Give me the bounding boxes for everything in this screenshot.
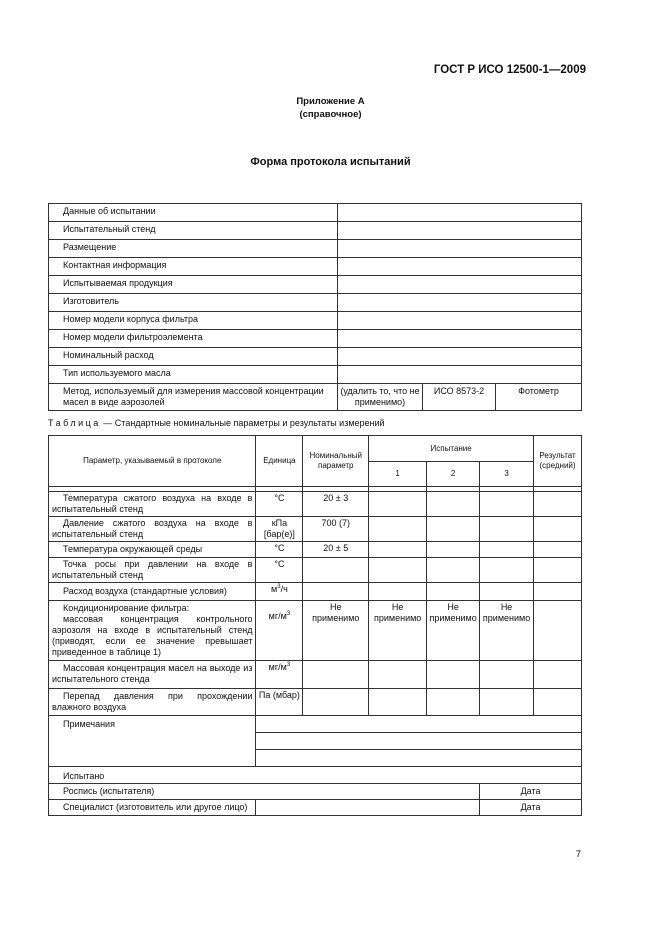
table-row [49,312,582,330]
tested-label: Испытано [49,767,582,784]
table-row [49,348,582,366]
table-row [49,204,582,222]
table-row [49,583,582,601]
header-test-3: 3 [480,462,534,487]
method-options [338,384,581,410]
info-value [338,276,582,294]
table-row [49,542,582,558]
specialist-label: Специалист (изготовитель или другое лицо) [49,800,256,816]
info-value [338,258,582,276]
appendix-title: Приложение А [296,96,365,107]
unit-cell: °С [256,492,303,517]
method-row [49,384,582,411]
method-option-photometer: Фотометр [518,386,559,396]
page-number: 7 [575,849,581,860]
header-test-2: 2 [427,462,480,487]
notes-label: Примечания [49,716,256,767]
table-caption-text: — Стандартные номинальные параметры и результаты измерений [100,418,385,428]
unit-cell: $мг/м^3$ [256,661,303,689]
header-row [49,436,582,462]
info-label: Тип используемого масла [49,366,338,384]
header-test-1: 1 [369,462,427,487]
nominal-cell: 700 (7) [303,517,369,542]
info-label: Контактная информация [49,258,338,276]
info-label: Размещение [49,240,338,258]
table-row [49,240,582,258]
table-row [49,517,582,542]
info-label: Номер модели фильтроэлемента [49,330,338,348]
info-value [338,366,582,384]
unit-cell: $мг/м^3$ [256,601,303,661]
unit-cell: Па (мбар) [256,689,303,716]
table-caption-word: Таблица [48,418,101,428]
date-label: Дата [480,800,582,816]
appendix-subtitle: (справочное) [299,109,362,120]
param-cell: Точка росы при давлении на входе в испытательный стенд [49,558,256,583]
unit-cell: °С [256,542,303,558]
form-title: Форма протокола испытаний [250,156,411,168]
info-label: Номер модели корпуса фильтра [49,312,338,330]
header-result: Результат (средний) [534,436,582,487]
param-cell: Давление сжатого воздуха на входе в испытательный стенд [49,517,256,542]
param-cell: Расход воздуха (стандартные условия) [49,583,256,601]
header-test: Испытание [369,436,534,462]
table-row [49,276,582,294]
date-label: Дата [480,784,582,800]
test-2-cell: Не применимо [427,601,480,661]
param-body: массовая концентрация контрольного аэрозоля на входе в испытательный стенд (приводят, если ее значение превышает приведенное в таблице 1) [52,614,253,657]
table-row [49,330,582,348]
test-1-cell: Не применимо [369,601,427,661]
info-label: Номинальный расход [49,348,338,366]
info-value [338,204,582,222]
param-title: Кондиционирование фильтра: [63,603,190,613]
unit-cell: $м^3/ч$ [256,583,303,601]
info-label: Данные об испытании [49,204,338,222]
nominal-cell: 20 ± 5 [303,542,369,558]
header-nominal: Номинальный параметр [303,436,369,487]
param-cell [49,601,256,661]
unit-cell: кПа [бар(е)] [256,517,303,542]
table-row [49,222,582,240]
specialist-row [49,800,582,816]
table-row [49,601,582,661]
nominal-cell: Не применимо [303,601,369,661]
table-caption [48,418,385,428]
table-row [49,689,582,716]
method-option-iso: ИСО 8573-2 [423,384,496,410]
table-row [49,558,582,583]
table-row [49,294,582,312]
standard-number: ГОСТ Р ИСО 12500-1—2009 [433,64,586,76]
info-label: Изготовитель [49,294,338,312]
unit-cell: °С [256,558,303,583]
signature-label: Роспись (испытателя) [49,784,480,800]
table-row [49,366,582,384]
notes-row [49,716,582,733]
signature-row [49,784,582,800]
info-value [338,312,582,330]
info-value [338,240,582,258]
test-3-cell: Не применимо [480,601,534,661]
nominal-cell: 20 ± 3 [303,492,369,517]
param-cell: Температура окружающей среды [49,542,256,558]
table-row [49,492,582,517]
param-cell: Перепад давления при прохождении влажного воздуха [49,689,256,716]
method-label: Метод, используемый для измерения массовой концентрации масел в виде аэрозолей [49,384,338,411]
test-info-table [48,203,582,411]
info-value [338,348,582,366]
param-cell: Массовая концентрация масел на выходе из испытательного стенда [49,661,256,689]
info-value [338,222,582,240]
table-row [49,258,582,276]
header-unit: Единица [256,436,303,487]
results-table [48,435,582,816]
info-value [338,294,582,312]
info-label: Испытываемая продукция [49,276,338,294]
table-row [49,661,582,689]
info-label: Испытательный стенд [49,222,338,240]
info-value [338,330,582,348]
tested-row [49,767,582,784]
header-param: Параметр, указываемый в протоколе [49,436,256,487]
param-cell: Температура сжатого воздуха на входе в испытательный стенд [49,492,256,517]
method-option-delete: (удалить то, что не применимо) [338,384,423,410]
